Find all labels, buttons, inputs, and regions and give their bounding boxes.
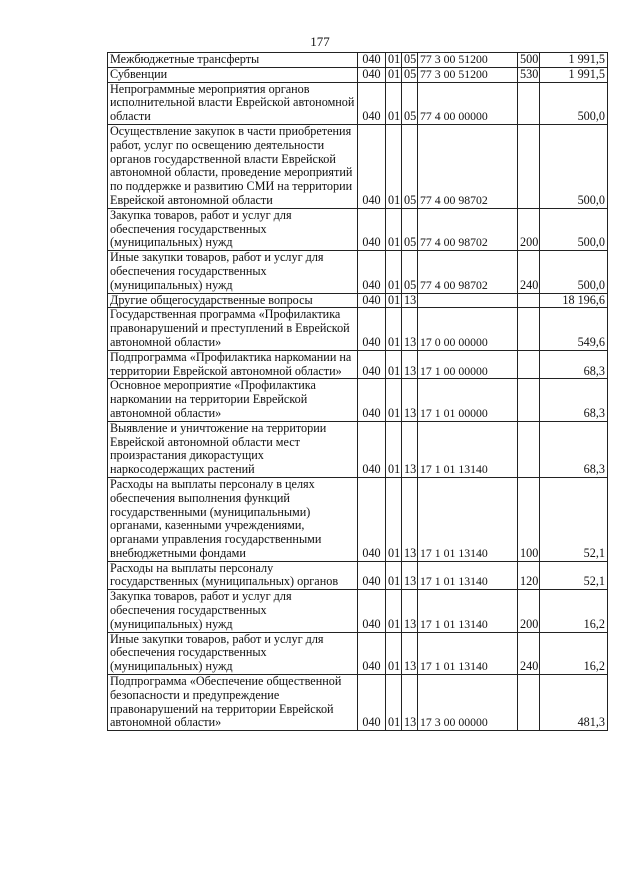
row-section: 01 [386, 421, 402, 477]
row-subsection: 05 [402, 208, 418, 250]
row-target-code: 17 1 01 13140 [418, 421, 518, 477]
row-sum: 52,1 [540, 477, 608, 561]
row-subsection: 13 [402, 350, 418, 379]
row-expense-type [518, 675, 540, 731]
row-sum: 500,0 [540, 82, 608, 124]
table-row [108, 293, 608, 308]
row-sum: 68,3 [540, 421, 608, 477]
row-section: 01 [386, 675, 402, 731]
row-section: 01 [386, 208, 402, 250]
row-section: 01 [386, 477, 402, 561]
row-grbs: 040 [358, 379, 386, 421]
row-grbs: 040 [358, 293, 386, 308]
row-target-code: 17 1 01 13140 [418, 590, 518, 632]
row-name: Выявление и уничтожение на территории Еврейской автономной области мест произрастания дикорастущих наркосодержащих растений [108, 421, 358, 477]
row-grbs: 040 [358, 208, 386, 250]
row-section: 01 [386, 67, 402, 82]
table-row [108, 53, 608, 68]
row-sum: 18 196,6 [540, 293, 608, 308]
row-expense-type [518, 124, 540, 208]
budget-table-body [108, 53, 608, 731]
table-row [108, 675, 608, 731]
row-subsection: 05 [402, 251, 418, 293]
row-expense-type [518, 82, 540, 124]
row-expense-type [518, 293, 540, 308]
row-subsection: 05 [402, 82, 418, 124]
row-grbs: 040 [358, 421, 386, 477]
row-expense-type: 240 [518, 632, 540, 674]
row-target-code: 77 4 00 98702 [418, 251, 518, 293]
row-section: 01 [386, 53, 402, 68]
row-target-code: 17 1 01 00000 [418, 379, 518, 421]
row-target-code: 77 4 00 98702 [418, 208, 518, 250]
row-expense-type [518, 308, 540, 350]
row-name: Государственная программа «Профилактика правонарушений и преступлений в Еврейской автономной области» [108, 308, 358, 350]
row-grbs: 040 [358, 561, 386, 590]
row-target-code: 77 3 00 51200 [418, 53, 518, 68]
row-name: Расходы на выплаты персоналу государственных (муниципальных) органов [108, 561, 358, 590]
table-row [108, 590, 608, 632]
row-expense-type: 500 [518, 53, 540, 68]
row-subsection: 13 [402, 421, 418, 477]
row-sum: 549,6 [540, 308, 608, 350]
row-sum: 500,0 [540, 208, 608, 250]
row-sum: 16,2 [540, 632, 608, 674]
row-section: 01 [386, 590, 402, 632]
row-expense-type: 100 [518, 477, 540, 561]
row-expense-type: 120 [518, 561, 540, 590]
row-subsection: 13 [402, 308, 418, 350]
row-target-code: 17 1 01 13140 [418, 477, 518, 561]
row-subsection: 05 [402, 67, 418, 82]
row-subsection: 13 [402, 477, 418, 561]
table-row [108, 308, 608, 350]
row-subsection: 13 [402, 675, 418, 731]
table-row [108, 561, 608, 590]
row-name: Закупка товаров, работ и услуг для обеспечения государственных (муниципальных) нужд [108, 208, 358, 250]
table-row [108, 208, 608, 250]
row-grbs: 040 [358, 675, 386, 731]
row-sum: 1 991,5 [540, 53, 608, 68]
row-name: Основное мероприятие «Профилактика наркомании на территории Еврейской автономной области» [108, 379, 358, 421]
table-row [108, 379, 608, 421]
table-row [108, 67, 608, 82]
row-section: 01 [386, 379, 402, 421]
row-name: Другие общегосударственные вопросы [108, 293, 358, 308]
row-grbs: 040 [358, 350, 386, 379]
row-expense-type [518, 379, 540, 421]
row-grbs: 040 [358, 53, 386, 68]
row-name: Иные закупки товаров, работ и услуг для обеспечения государственных (муниципальных) нужд [108, 632, 358, 674]
row-grbs: 040 [358, 308, 386, 350]
row-section: 01 [386, 82, 402, 124]
row-expense-type: 240 [518, 251, 540, 293]
row-sum: 52,1 [540, 561, 608, 590]
row-name: Непрограммные мероприятия органов исполнительной власти Еврейской автономной области [108, 82, 358, 124]
row-target-code: 17 1 01 13140 [418, 561, 518, 590]
row-name: Иные закупки товаров, работ и услуг для обеспечения государственных (муниципальных) нужд [108, 251, 358, 293]
row-target-code: 77 3 00 51200 [418, 67, 518, 82]
row-target-code: 17 1 01 13140 [418, 632, 518, 674]
row-name: Закупка товаров, работ и услуг для обеспечения государственных (муниципальных) нужд [108, 590, 358, 632]
row-subsection: 13 [402, 293, 418, 308]
row-grbs: 040 [358, 632, 386, 674]
row-expense-type: 200 [518, 590, 540, 632]
row-subsection: 13 [402, 379, 418, 421]
row-subsection: 05 [402, 124, 418, 208]
table-row [108, 124, 608, 208]
row-sum: 16,2 [540, 590, 608, 632]
table-row [108, 632, 608, 674]
page-number: 177 [310, 34, 330, 49]
row-section: 01 [386, 293, 402, 308]
row-target-code: 17 1 00 00000 [418, 350, 518, 379]
row-target-code: 77 4 00 00000 [418, 82, 518, 124]
row-subsection: 13 [402, 590, 418, 632]
row-sum: 68,3 [540, 350, 608, 379]
table-row [108, 350, 608, 379]
row-section: 01 [386, 561, 402, 590]
row-target-code: 77 4 00 98702 [418, 124, 518, 208]
row-target-code [418, 293, 518, 308]
table-row [108, 421, 608, 477]
row-section: 01 [386, 632, 402, 674]
row-sum: 481,3 [540, 675, 608, 731]
row-name: Расходы на выплаты персоналу в целях обеспечения выполнения функций государственными (муниципальными) органами, казенными учреждениями, органами управления государственными внебюджетными фондами [108, 477, 358, 561]
row-expense-type: 200 [518, 208, 540, 250]
row-sum: 500,0 [540, 124, 608, 208]
row-expense-type [518, 421, 540, 477]
table-row [108, 477, 608, 561]
row-sum: 500,0 [540, 251, 608, 293]
row-grbs: 040 [358, 124, 386, 208]
row-name: Межбюджетные трансферты [108, 53, 358, 68]
row-grbs: 040 [358, 590, 386, 632]
row-section: 01 [386, 308, 402, 350]
row-subsection: 13 [402, 561, 418, 590]
row-subsection: 05 [402, 53, 418, 68]
row-grbs: 040 [358, 477, 386, 561]
row-target-code: 17 0 00 00000 [418, 308, 518, 350]
row-name: Подпрограмма «Профилактика наркомании на территории Еврейской автономной области» [108, 350, 358, 379]
row-sum: 68,3 [540, 379, 608, 421]
table-row [108, 251, 608, 293]
row-section: 01 [386, 124, 402, 208]
row-name: Подпрограмма «Обеспечение общественной безопасности и предупреждение правонарушений на территории Еврейской автономной области» [108, 675, 358, 731]
row-expense-type: 530 [518, 67, 540, 82]
budget-table [107, 52, 608, 731]
row-grbs: 040 [358, 82, 386, 124]
row-name: Субвенции [108, 67, 358, 82]
row-grbs: 040 [358, 67, 386, 82]
row-grbs: 040 [358, 251, 386, 293]
row-name: Осуществление закупок в части приобретения работ, услуг по освещению деятельности органов государственной власти Еврейской автономной области, проведение мероприятий по поддержке и развитию СМИ на территории Еврейской автономной области [108, 124, 358, 208]
row-section: 01 [386, 350, 402, 379]
table-row [108, 82, 608, 124]
row-sum: 1 991,5 [540, 67, 608, 82]
row-subsection: 13 [402, 632, 418, 674]
row-section: 01 [386, 251, 402, 293]
row-target-code: 17 3 00 00000 [418, 675, 518, 731]
row-expense-type [518, 350, 540, 379]
